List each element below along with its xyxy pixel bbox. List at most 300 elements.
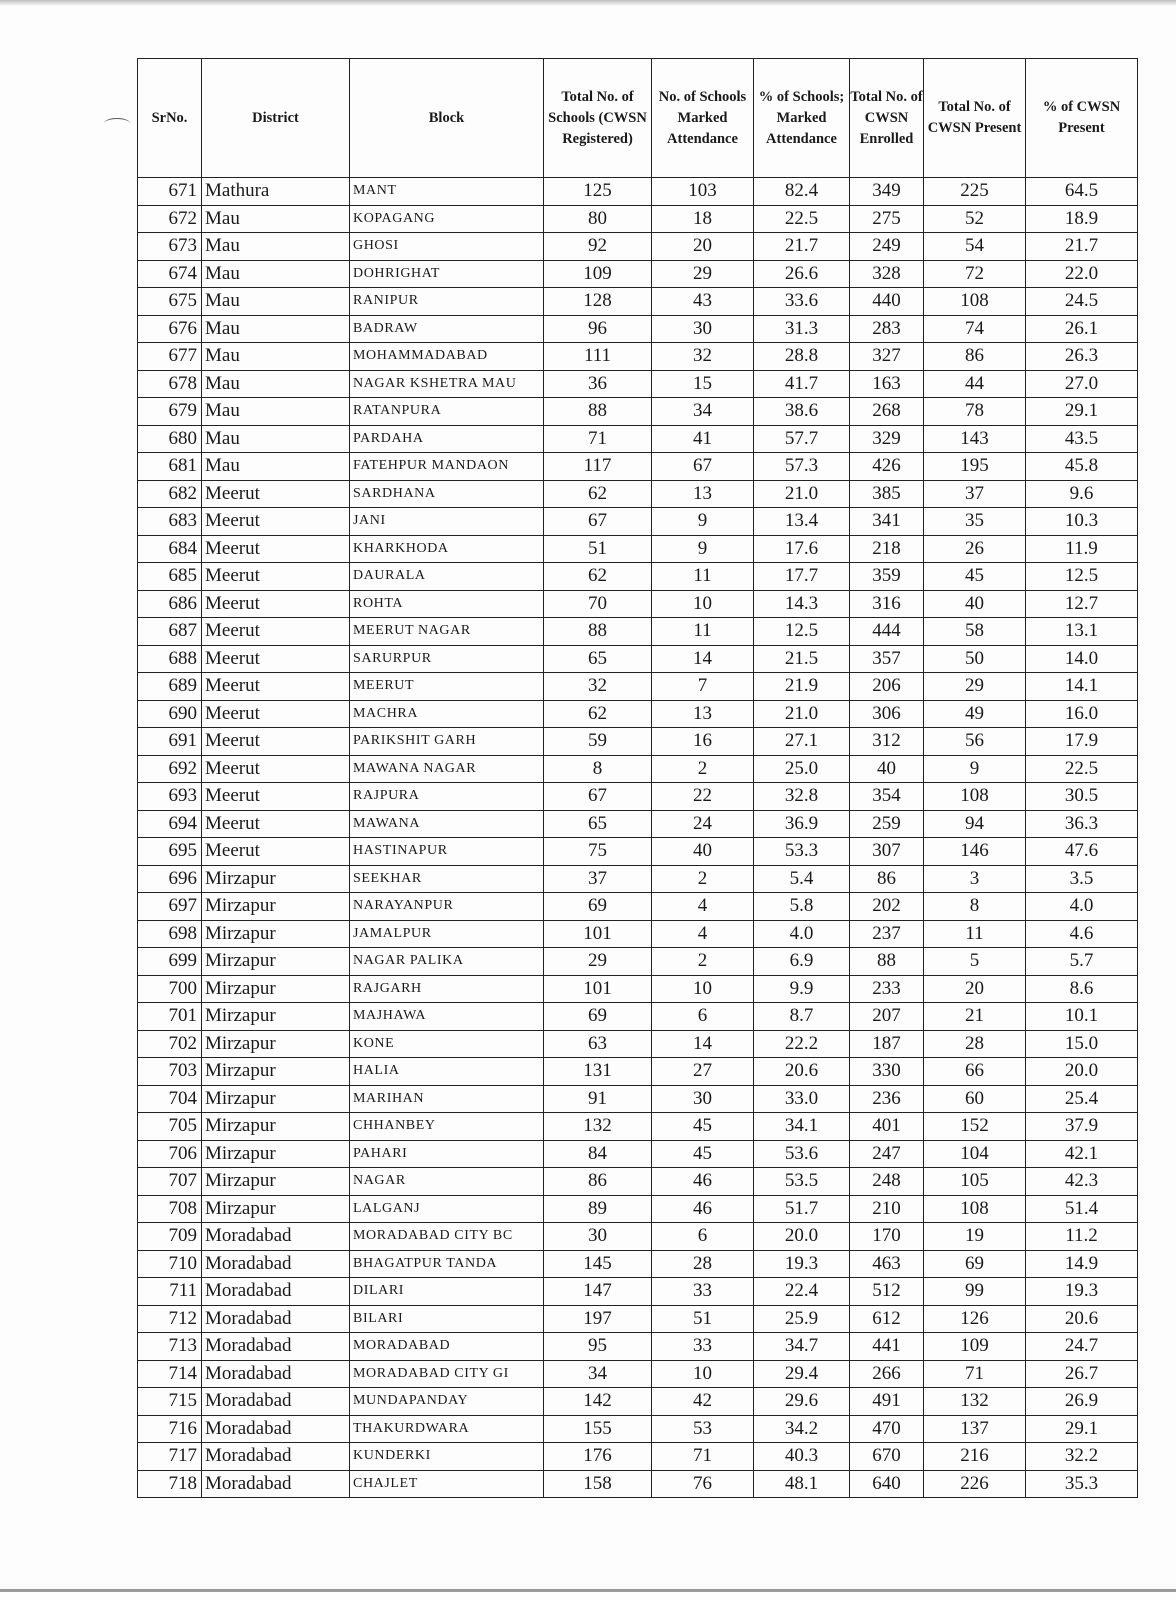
district-cell: Mau [202,260,350,288]
block-cell: JANI [350,508,544,536]
table-row [138,370,1138,398]
district-cell: Mirzapur [202,1085,350,1113]
sr-no-cell: 675 [138,288,202,316]
pct-schools-cell: 34.2 [754,1415,850,1443]
table-row [138,535,1138,563]
schools-marked-cell: 6 [652,1003,754,1031]
table-row [138,1388,1138,1416]
total-schools-cell: 69 [544,1003,652,1031]
total-schools-cell: 147 [544,1278,652,1306]
total-schools-cell: 67 [544,508,652,536]
sr-no-cell: 681 [138,453,202,481]
district-cell: Moradabad [202,1360,350,1388]
total-schools-cell: 30 [544,1223,652,1251]
table-row [138,728,1138,756]
pct-schools-cell: 34.1 [754,1113,850,1141]
schools-marked-cell: 33 [652,1278,754,1306]
pct-schools-cell: 20.6 [754,1058,850,1086]
table-row [138,1085,1138,1113]
total-schools-cell: 67 [544,783,652,811]
pct-schools-cell: 19.3 [754,1250,850,1278]
cwsn-present-cell: 143 [924,425,1026,453]
pct-schools-cell: 53.3 [754,838,850,866]
pct-present-cell: 22.5 [1026,755,1138,783]
cwsn-present-cell: 126 [924,1305,1026,1333]
district-cell: Moradabad [202,1305,350,1333]
schools-marked-cell: 22 [652,783,754,811]
district-cell: Meerut [202,508,350,536]
cwsn-present-cell: 56 [924,728,1026,756]
district-cell: Mau [202,398,350,426]
cwsn-present-cell: 225 [924,178,1026,206]
cwsn-enrolled-cell: 512 [850,1278,924,1306]
pct-present-cell: 20.6 [1026,1305,1138,1333]
block-cell: KONE [350,1030,544,1058]
schools-marked-cell: 40 [652,838,754,866]
total-schools-cell: 84 [544,1140,652,1168]
table-row [138,1305,1138,1333]
table-row [138,563,1138,591]
schools-marked-cell: 14 [652,645,754,673]
table-row [138,618,1138,646]
district-cell: Mirzapur [202,975,350,1003]
pct-present-cell: 11.2 [1026,1223,1138,1251]
schools-marked-cell: 16 [652,728,754,756]
cwsn-present-cell: 35 [924,508,1026,536]
pct-present-cell: 36.3 [1026,810,1138,838]
block-cell: PARDAHA [350,425,544,453]
cwsn-present-cell: 8 [924,893,1026,921]
block-cell: GHOSI [350,233,544,261]
block-cell: PAHARI [350,1140,544,1168]
cwsn-present-cell: 44 [924,370,1026,398]
block-cell: MORADABAD CITY BC [350,1223,544,1251]
table-row [138,1333,1138,1361]
table-row [138,1223,1138,1251]
cwsn-present-cell: 104 [924,1140,1026,1168]
schools-marked-cell: 30 [652,315,754,343]
pct-schools-cell: 6.9 [754,948,850,976]
sr-no-cell: 698 [138,920,202,948]
cwsn-present-cell: 195 [924,453,1026,481]
district-cell: Mirzapur [202,1003,350,1031]
schools-marked-cell: 27 [652,1058,754,1086]
pct-present-cell: 13.1 [1026,618,1138,646]
schools-marked-cell: 2 [652,865,754,893]
cwsn-enrolled-cell: 163 [850,370,924,398]
cwsn-enrolled-cell: 328 [850,260,924,288]
pct-schools-cell: 5.8 [754,893,850,921]
total-schools-cell: 132 [544,1113,652,1141]
district-cell: Moradabad [202,1443,350,1471]
district-cell: Mirzapur [202,1195,350,1223]
district-cell: Meerut [202,838,350,866]
district-cell: Mau [202,288,350,316]
header-district: District [202,59,350,178]
pct-present-cell: 5.7 [1026,948,1138,976]
table-row [138,810,1138,838]
block-cell: MACHRA [350,700,544,728]
table-row [138,453,1138,481]
block-cell: KUNDERKI [350,1443,544,1471]
cwsn-enrolled-cell: 40 [850,755,924,783]
table-row [138,1195,1138,1223]
block-cell: BHAGATPUR TANDA [350,1250,544,1278]
district-cell: Moradabad [202,1250,350,1278]
cwsn-present-cell: 146 [924,838,1026,866]
schools-marked-cell: 28 [652,1250,754,1278]
sr-no-cell: 711 [138,1278,202,1306]
total-schools-cell: 70 [544,590,652,618]
cwsn-present-cell: 99 [924,1278,1026,1306]
schools-marked-cell: 53 [652,1415,754,1443]
block-cell: CHAJLET [350,1470,544,1498]
table-row [138,1250,1138,1278]
table-row [138,1168,1138,1196]
block-cell: NAGAR KSHETRA MAU [350,370,544,398]
pct-schools-cell: 21.5 [754,645,850,673]
district-cell: Mirzapur [202,1113,350,1141]
cwsn-enrolled-cell: 327 [850,343,924,371]
pct-schools-cell: 26.6 [754,260,850,288]
pct-present-cell: 19.3 [1026,1278,1138,1306]
cwsn-present-cell: 72 [924,260,1026,288]
cwsn-present-cell: 50 [924,645,1026,673]
cwsn-enrolled-cell: 207 [850,1003,924,1031]
total-schools-cell: 109 [544,260,652,288]
cwsn-enrolled-cell: 341 [850,508,924,536]
cwsn-enrolled-cell: 259 [850,810,924,838]
block-cell: LALGANJ [350,1195,544,1223]
schools-marked-cell: 67 [652,453,754,481]
cwsn-enrolled-cell: 187 [850,1030,924,1058]
pct-schools-cell: 33.0 [754,1085,850,1113]
schools-marked-cell: 11 [652,563,754,591]
district-cell: Mirzapur [202,948,350,976]
schools-marked-cell: 15 [652,370,754,398]
pct-schools-cell: 53.6 [754,1140,850,1168]
pct-present-cell: 3.5 [1026,865,1138,893]
cwsn-present-cell: 74 [924,315,1026,343]
total-schools-cell: 176 [544,1443,652,1471]
sr-no-cell: 680 [138,425,202,453]
cwsn-enrolled-cell: 202 [850,893,924,921]
table-row [138,590,1138,618]
block-cell: MAWANA NAGAR [350,755,544,783]
pct-schools-cell: 27.1 [754,728,850,756]
sr-no-cell: 697 [138,893,202,921]
cwsn-enrolled-cell: 349 [850,178,924,206]
cwsn-enrolled-cell: 249 [850,233,924,261]
pct-schools-cell: 31.3 [754,315,850,343]
district-cell: Mau [202,233,350,261]
pct-schools-cell: 17.6 [754,535,850,563]
table-row [138,1113,1138,1141]
sr-no-cell: 699 [138,948,202,976]
block-cell: JAMALPUR [350,920,544,948]
cwsn-present-cell: 28 [924,1030,1026,1058]
pct-present-cell: 20.0 [1026,1058,1138,1086]
table-row [138,1443,1138,1471]
pct-schools-cell: 33.6 [754,288,850,316]
cwsn-enrolled-cell: 316 [850,590,924,618]
sr-no-cell: 673 [138,233,202,261]
total-schools-cell: 111 [544,343,652,371]
pct-present-cell: 4.0 [1026,893,1138,921]
pct-present-cell: 9.6 [1026,480,1138,508]
cwsn-enrolled-cell: 440 [850,288,924,316]
schools-marked-cell: 42 [652,1388,754,1416]
cwsn-present-cell: 216 [924,1443,1026,1471]
district-cell: Moradabad [202,1278,350,1306]
total-schools-cell: 65 [544,645,652,673]
cwsn-enrolled-cell: 312 [850,728,924,756]
table-row [138,838,1138,866]
pct-schools-cell: 21.9 [754,673,850,701]
sr-no-cell: 688 [138,645,202,673]
cwsn-present-cell: 58 [924,618,1026,646]
block-cell: MAWANA [350,810,544,838]
pct-present-cell: 51.4 [1026,1195,1138,1223]
schools-marked-cell: 34 [652,398,754,426]
table-row [138,865,1138,893]
schools-marked-cell: 43 [652,288,754,316]
total-schools-cell: 89 [544,1195,652,1223]
pct-present-cell: 24.5 [1026,288,1138,316]
pct-schools-cell: 8.7 [754,1003,850,1031]
block-cell: BILARI [350,1305,544,1333]
sr-no-cell: 679 [138,398,202,426]
sr-no-cell: 684 [138,535,202,563]
total-schools-cell: 80 [544,205,652,233]
district-cell: Meerut [202,535,350,563]
district-cell: Mirzapur [202,1140,350,1168]
cwsn-enrolled-cell: 491 [850,1388,924,1416]
sr-no-cell: 671 [138,178,202,206]
district-cell: Mirzapur [202,1168,350,1196]
block-cell: SEEKHAR [350,865,544,893]
total-schools-cell: 32 [544,673,652,701]
total-schools-cell: 101 [544,975,652,1003]
pct-schools-cell: 9.9 [754,975,850,1003]
district-cell: Mau [202,453,350,481]
total-schools-cell: 131 [544,1058,652,1086]
table-row [138,893,1138,921]
block-cell: THAKURDWARA [350,1415,544,1443]
total-schools-cell: 197 [544,1305,652,1333]
block-cell: MOHAMMADABAD [350,343,544,371]
schools-marked-cell: 9 [652,508,754,536]
cwsn-present-cell: 37 [924,480,1026,508]
table-row [138,645,1138,673]
sr-no-cell: 693 [138,783,202,811]
cwsn-enrolled-cell: 218 [850,535,924,563]
block-cell: DILARI [350,1278,544,1306]
cwsn-present-cell: 69 [924,1250,1026,1278]
schools-marked-cell: 9 [652,535,754,563]
cwsn-enrolled-cell: 385 [850,480,924,508]
pct-present-cell: 26.1 [1026,315,1138,343]
table-row [138,398,1138,426]
district-cell: Moradabad [202,1388,350,1416]
sr-no-cell: 700 [138,975,202,1003]
header-cwsn-enrolled: Total No. of CWSN Enrolled [850,59,924,178]
pct-schools-cell: 29.4 [754,1360,850,1388]
total-schools-cell: 96 [544,315,652,343]
cwsn-enrolled-cell: 670 [850,1443,924,1471]
schools-marked-cell: 46 [652,1168,754,1196]
total-schools-cell: 34 [544,1360,652,1388]
pct-schools-cell: 13.4 [754,508,850,536]
cwsn-enrolled-cell: 330 [850,1058,924,1086]
sr-no-cell: 695 [138,838,202,866]
district-cell: Mirzapur [202,893,350,921]
district-cell: Mirzapur [202,1058,350,1086]
cwsn-present-cell: 226 [924,1470,1026,1498]
table-row [138,1140,1138,1168]
block-cell: MEERUT NAGAR [350,618,544,646]
header-sr-no: SrNo. [138,59,202,178]
cwsn-enrolled-cell: 307 [850,838,924,866]
pct-present-cell: 14.9 [1026,1250,1138,1278]
schools-marked-cell: 10 [652,975,754,1003]
cwsn-enrolled-cell: 268 [850,398,924,426]
block-cell: RAJGARH [350,975,544,1003]
sr-no-cell: 692 [138,755,202,783]
table-row [138,343,1138,371]
table-row [138,315,1138,343]
cwsn-enrolled-cell: 441 [850,1333,924,1361]
schools-marked-cell: 76 [652,1470,754,1498]
block-cell: BADRAW [350,315,544,343]
pct-present-cell: 14.0 [1026,645,1138,673]
table-row [138,1058,1138,1086]
schools-marked-cell: 10 [652,590,754,618]
table-row [138,480,1138,508]
table-header [138,59,1138,178]
district-cell: Meerut [202,783,350,811]
sr-no-cell: 682 [138,480,202,508]
block-cell: MANT [350,178,544,206]
cwsn-enrolled-cell: 357 [850,645,924,673]
schools-marked-cell: 29 [652,260,754,288]
header-block: Block [350,59,544,178]
cwsn-enrolled-cell: 306 [850,700,924,728]
sr-no-cell: 703 [138,1058,202,1086]
sr-no-cell: 694 [138,810,202,838]
pct-schools-cell: 12.5 [754,618,850,646]
pct-schools-cell: 22.4 [754,1278,850,1306]
sr-no-cell: 678 [138,370,202,398]
pct-schools-cell: 48.1 [754,1470,850,1498]
total-schools-cell: 37 [544,865,652,893]
district-cell: Mau [202,425,350,453]
schools-marked-cell: 45 [652,1140,754,1168]
pct-schools-cell: 22.5 [754,205,850,233]
block-cell: MORADABAD [350,1333,544,1361]
sr-no-cell: 687 [138,618,202,646]
block-cell: KHARKHODA [350,535,544,563]
pct-schools-cell: 22.2 [754,1030,850,1058]
schools-marked-cell: 71 [652,1443,754,1471]
pct-schools-cell: 82.4 [754,178,850,206]
block-cell: SARDHANA [350,480,544,508]
total-schools-cell: 8 [544,755,652,783]
cwsn-present-cell: 20 [924,975,1026,1003]
sr-no-cell: 715 [138,1388,202,1416]
schools-marked-cell: 7 [652,673,754,701]
pct-present-cell: 64.5 [1026,178,1138,206]
total-schools-cell: 62 [544,563,652,591]
district-cell: Mau [202,205,350,233]
district-cell: Moradabad [202,1333,350,1361]
block-cell: DAURALA [350,563,544,591]
table-row [138,508,1138,536]
scan-edge-top [0,0,1176,6]
schools-marked-cell: 2 [652,948,754,976]
pct-schools-cell: 57.7 [754,425,850,453]
district-cell: Moradabad [202,1470,350,1498]
schools-marked-cell: 11 [652,618,754,646]
pct-present-cell: 16.0 [1026,700,1138,728]
sr-no-cell: 708 [138,1195,202,1223]
district-cell: Meerut [202,728,350,756]
district-cell: Meerut [202,700,350,728]
table-row [138,920,1138,948]
pct-present-cell: 4.6 [1026,920,1138,948]
cwsn-enrolled-cell: 359 [850,563,924,591]
cwsn-present-cell: 26 [924,535,1026,563]
district-cell: Meerut [202,618,350,646]
pct-schools-cell: 34.7 [754,1333,850,1361]
district-cell: Meerut [202,673,350,701]
schools-marked-cell: 30 [652,1085,754,1113]
pct-present-cell: 10.3 [1026,508,1138,536]
district-cell: Mirzapur [202,1030,350,1058]
cwsn-present-cell: 29 [924,673,1026,701]
cwsn-enrolled-cell: 444 [850,618,924,646]
cwsn-enrolled-cell: 470 [850,1415,924,1443]
sr-no-cell: 685 [138,563,202,591]
total-schools-cell: 75 [544,838,652,866]
cwsn-enrolled-cell: 247 [850,1140,924,1168]
block-cell: KOPAGANG [350,205,544,233]
sr-no-cell: 714 [138,1360,202,1388]
table-row [138,975,1138,1003]
district-cell: Meerut [202,645,350,673]
cwsn-present-cell: 109 [924,1333,1026,1361]
pct-present-cell: 42.1 [1026,1140,1138,1168]
sr-no-cell: 705 [138,1113,202,1141]
header-cwsn-present: Total No. of CWSN Present [924,59,1026,178]
block-cell: MEERUT [350,673,544,701]
pct-schools-cell: 21.0 [754,480,850,508]
pct-present-cell: 10.1 [1026,1003,1138,1031]
total-schools-cell: 101 [544,920,652,948]
pct-present-cell: 47.6 [1026,838,1138,866]
total-schools-cell: 91 [544,1085,652,1113]
pct-schools-cell: 51.7 [754,1195,850,1223]
cwsn-present-cell: 40 [924,590,1026,618]
total-schools-cell: 62 [544,480,652,508]
sr-no-cell: 709 [138,1223,202,1251]
schools-marked-cell: 33 [652,1333,754,1361]
pct-present-cell: 43.5 [1026,425,1138,453]
block-cell: RATANPURA [350,398,544,426]
sr-no-cell: 674 [138,260,202,288]
cwsn-present-cell: 94 [924,810,1026,838]
block-cell: PARIKSHIT GARH [350,728,544,756]
